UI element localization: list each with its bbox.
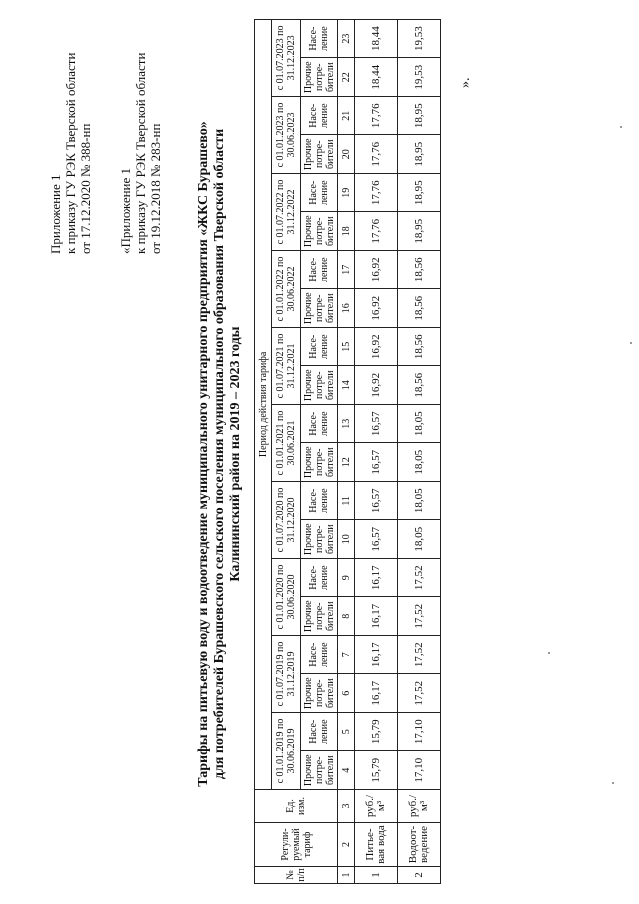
closing-quote: ». — [458, 77, 473, 88]
consumer-other-cell: Прочие потре-бители — [301, 597, 338, 636]
title-line: Калининский район на 2019 – 2023 годы — [228, 326, 243, 582]
tariff-value-cell: 16,57 — [355, 443, 398, 482]
tariff-value-cell: 19,53 — [398, 19, 441, 58]
column-numbers-row — [338, 19, 355, 883]
tariff-value-cell: 17,52 — [398, 597, 441, 636]
consumer-population-cell: Насе-ление — [301, 328, 338, 367]
title-line: Тарифы на питьевую воду и водоотведение муниципального унитарного предприятия «ЖКС Бурашево» — [196, 121, 211, 787]
header-num: № п/п — [255, 867, 338, 884]
period-date-cell: с 01.07.2022 по 31.12.2022 — [272, 174, 301, 251]
tariff-value-cell: 16,92 — [355, 366, 398, 405]
tariff-value-cell: 17,76 — [355, 212, 398, 251]
title-line: для потребителей Бурашевского сельского поселения муниципального образования Тверской области — [212, 128, 227, 780]
tariff-value-cell: 17,10 — [398, 713, 441, 752]
period-date-cell: с 01.07.2020 по 31.12.2020 — [272, 482, 301, 559]
scan-speck — [612, 782, 614, 784]
tariff-value-cell: 16,92 — [355, 251, 398, 290]
table-row — [355, 19, 398, 883]
tariff-value-cell: 18,56 — [398, 328, 441, 367]
consumer-other-cell: Прочие потре-бители — [301, 674, 338, 713]
tariff-value-cell: 17,76 — [355, 135, 398, 174]
consumer-population-cell: Насе-ление — [301, 19, 338, 58]
consumer-other-cell: Прочие потре-бители — [301, 212, 338, 251]
period-date-cell: с 01.01.2020 по 30.06.2020 — [272, 559, 301, 636]
tariff-value-cell: 16,57 — [355, 520, 398, 559]
column-number-cell: 8 — [338, 597, 355, 636]
column-number-cell: 3 — [338, 790, 355, 823]
tariff-value-cell: 17,76 — [355, 97, 398, 136]
column-number-cell: 20 — [338, 135, 355, 174]
annex-line: к приказу ГУ РЭК Тверской области — [63, 52, 78, 254]
tariff-name-cell: Водоот-ведение — [398, 823, 441, 867]
period-date-cell: с 01.07.2021 по 31.12.2021 — [272, 328, 301, 405]
tariff-value-cell: 19,53 — [398, 58, 441, 97]
annex-header-current — [48, 53, 93, 254]
tariff-value-cell: 17,52 — [398, 636, 441, 675]
tariff-value-cell: 16,57 — [355, 482, 398, 521]
annex-line: к приказу ГУ РЭК Тверской области — [133, 52, 148, 254]
row-number-cell: 1 — [355, 867, 398, 884]
row-number-cell: 2 — [398, 867, 441, 884]
column-number-cell: 15 — [338, 328, 355, 367]
scan-speck — [630, 342, 632, 344]
header-regulated-tariff: Регули-руемый тариф — [255, 823, 338, 867]
unit-cell: руб./м³ — [355, 790, 398, 823]
period-date-cell: с 01.01.2023 по 30.06.2023 — [272, 97, 301, 174]
period-date-cell: с 01.07.2019 по 31.12.2019 — [272, 636, 301, 713]
consumer-other-cell: Прочие потре-бители — [301, 520, 338, 559]
annex-line: «Приложение 1 — [118, 167, 133, 254]
column-number-cell: 13 — [338, 405, 355, 444]
tariff-value-cell: 18,05 — [398, 405, 441, 444]
tariff-value-cell: 17,76 — [355, 174, 398, 213]
table-header-row — [255, 19, 272, 883]
consumer-population-cell: Насе-ление — [301, 97, 338, 136]
tariff-value-cell: 18,95 — [398, 97, 441, 136]
consumer-other-cell: Прочие потре-бители — [301, 135, 338, 174]
column-number-cell: 21 — [338, 97, 355, 136]
consumer-population-cell: Насе-ление — [301, 482, 338, 521]
column-number-cell: 1 — [338, 867, 355, 884]
column-number-cell: 6 — [338, 674, 355, 713]
period-date-cell: с 01.01.2022 по 30.06.2022 — [272, 251, 301, 328]
tariff-value-cell: 15,79 — [355, 751, 398, 790]
scan-speck — [620, 126, 622, 128]
tariff-value-cell: 18,05 — [398, 443, 441, 482]
tariff-value-cell: 16,17 — [355, 559, 398, 598]
tariff-value-cell: 18,05 — [398, 520, 441, 559]
consumer-population-cell: Насе-ление — [301, 636, 338, 675]
column-number-cell: 10 — [338, 520, 355, 559]
consumer-type-row — [301, 19, 338, 883]
unit-cell: руб./м³ — [398, 790, 441, 823]
tariff-value-cell: 15,79 — [355, 713, 398, 752]
annex-line: от 17.12.2020 № 388-нп — [78, 123, 93, 254]
tariff-value-cell: 16,92 — [355, 289, 398, 328]
tariff-value-cell: 17,10 — [398, 751, 441, 790]
consumer-other-cell: Прочие потре-бители — [301, 366, 338, 405]
tariff-value-cell: 18,95 — [398, 212, 441, 251]
column-number-cell: 12 — [338, 443, 355, 482]
column-number-cell: 19 — [338, 174, 355, 213]
tariff-name-cell: Питье-вая вода — [355, 823, 398, 867]
tariff-value-cell: 16,17 — [355, 636, 398, 675]
column-number-cell: 5 — [338, 713, 355, 752]
tariff-value-cell: 18,95 — [398, 174, 441, 213]
annex-line: от 19.12.2018 № 283-нп — [148, 123, 163, 254]
period-date-cell: с 01.01.2019 по 30.06.2019 — [272, 713, 301, 790]
annex-header-previous — [118, 53, 163, 254]
consumer-population-cell: Насе-ление — [301, 713, 338, 752]
scan-speck — [548, 652, 550, 654]
annex-line: Приложение 1 — [48, 174, 63, 254]
consumer-other-cell: Прочие потре-бители — [301, 751, 338, 790]
tariff-value-cell: 18,95 — [398, 135, 441, 174]
tariff-value-cell: 18,56 — [398, 289, 441, 328]
tariff-value-cell: 18,44 — [355, 19, 398, 58]
tariff-value-cell: 16,57 — [355, 405, 398, 444]
period-dates-row — [272, 19, 301, 883]
column-number-cell: 4 — [338, 751, 355, 790]
tariff-value-cell: 18,44 — [355, 58, 398, 97]
column-number-cell: 16 — [338, 289, 355, 328]
column-number-cell: 7 — [338, 636, 355, 675]
column-number-cell: 23 — [338, 19, 355, 58]
column-number-cell: 18 — [338, 212, 355, 251]
consumer-population-cell: Насе-ление — [301, 559, 338, 598]
column-number-cell: 9 — [338, 559, 355, 598]
consumer-population-cell: Насе-ление — [301, 405, 338, 444]
column-number-cell: 17 — [338, 251, 355, 290]
tariff-table — [254, 19, 441, 884]
tariff-value-cell: 16,17 — [355, 597, 398, 636]
tariff-value-cell: 16,17 — [355, 674, 398, 713]
tariff-value-cell: 18,56 — [398, 251, 441, 290]
period-date-cell: с 01.01.2021 по 30.06.2021 — [272, 405, 301, 482]
tariff-value-cell: 18,56 — [398, 366, 441, 405]
header-unit: Ед. изм. — [255, 790, 338, 823]
column-number-cell: 22 — [338, 58, 355, 97]
tariff-value-cell: 18,05 — [398, 482, 441, 521]
consumer-population-cell: Насе-ление — [301, 251, 338, 290]
consumer-other-cell: Прочие потре-бители — [301, 58, 338, 97]
tariff-value-cell: 17,52 — [398, 674, 441, 713]
column-number-cell: 11 — [338, 482, 355, 521]
consumer-other-cell: Прочие потре-бители — [301, 443, 338, 482]
period-date-cell: с 01.07.2023 по 31.12.2023 — [272, 19, 301, 96]
document-title — [196, 64, 244, 844]
column-number-cell: 2 — [338, 823, 355, 867]
tariff-value-cell: 16,92 — [355, 328, 398, 367]
column-number-cell: 14 — [338, 366, 355, 405]
consumer-population-cell: Насе-ление — [301, 174, 338, 213]
tariff-value-cell: 17,52 — [398, 559, 441, 598]
table-row — [398, 19, 441, 883]
header-period: Период действия тарифа — [255, 19, 272, 789]
consumer-other-cell: Прочие потре-бители — [301, 289, 338, 328]
